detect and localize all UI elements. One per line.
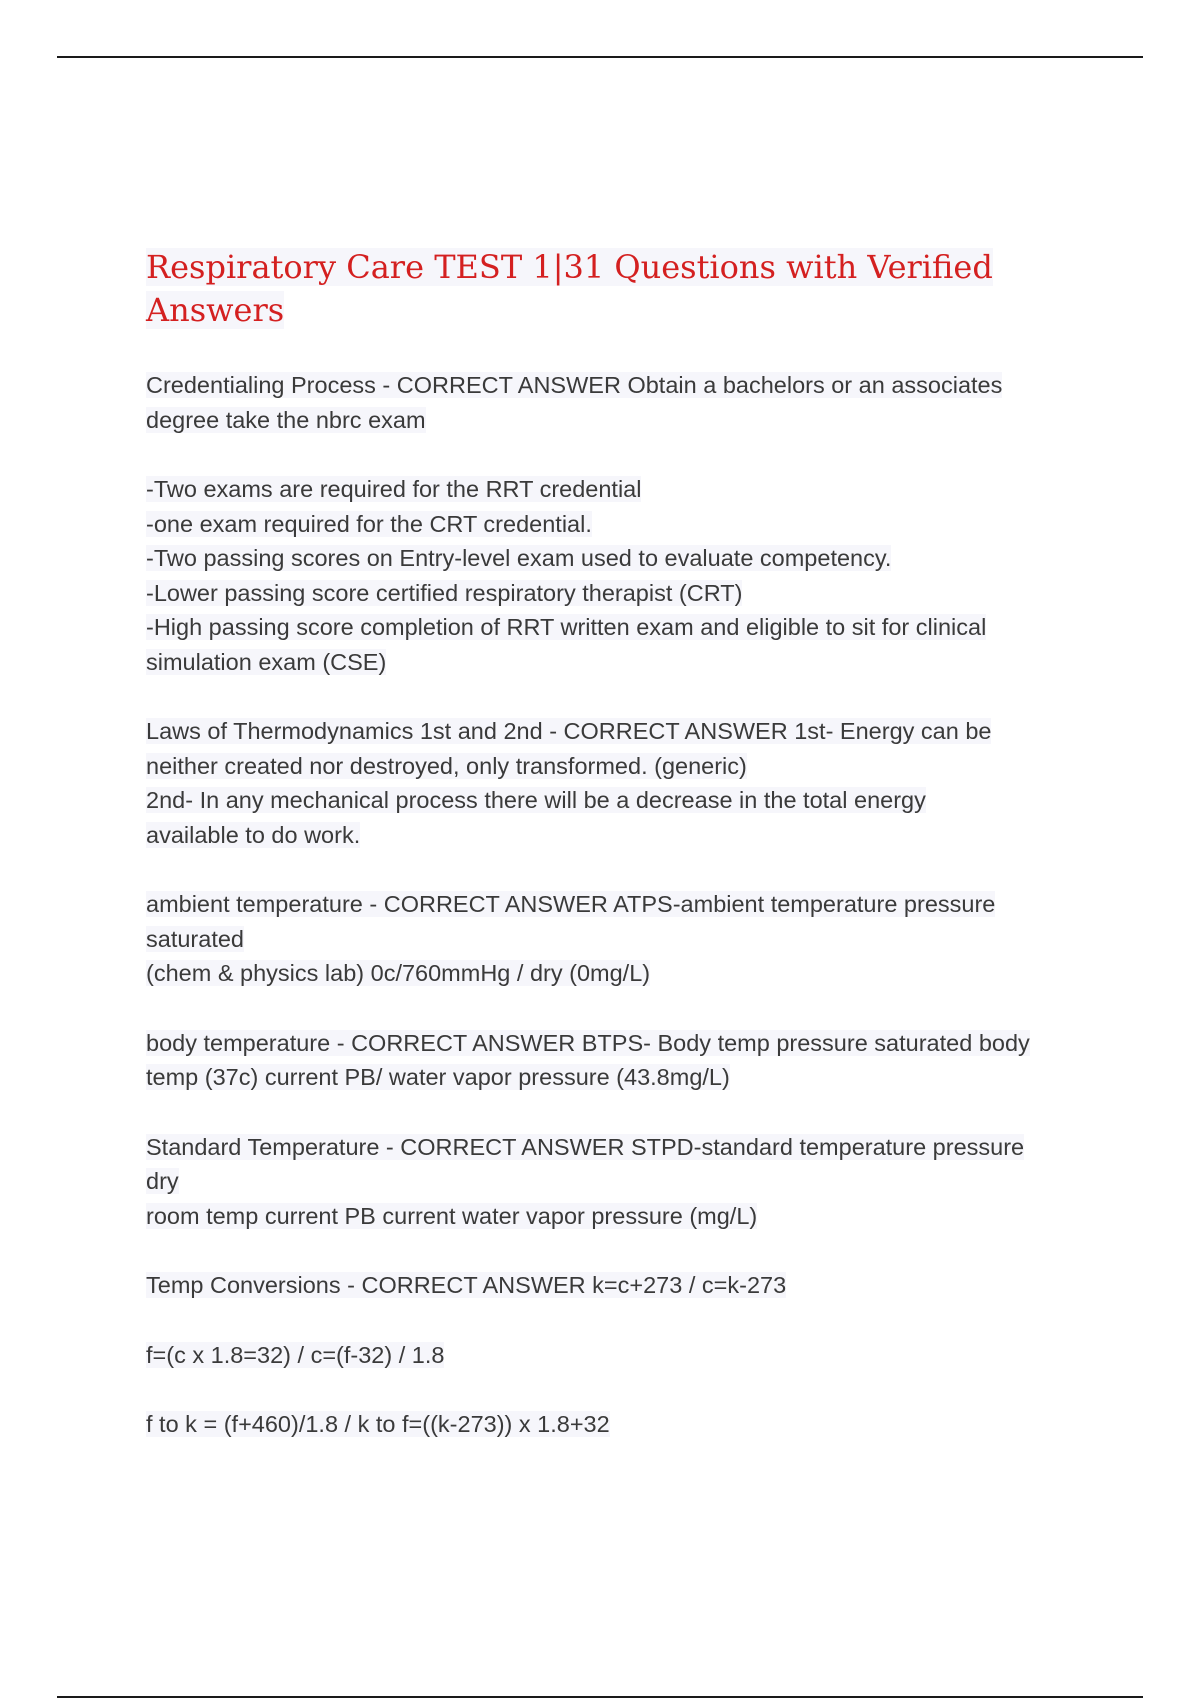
title-line: Answers — [146, 291, 285, 329]
text-line: -Two passing scores on Entry-level exam used to evaluate competency. — [146, 545, 892, 571]
document-title — [146, 246, 1086, 332]
credential-notes — [146, 472, 1086, 679]
text-line: -one exam required for the CRT credential. — [146, 510, 592, 537]
qa-body-temperature — [146, 1026, 1086, 1095]
text-line: Laws of Thermodynamics 1st and 2nd - CORRECT ANSWER 1st- Energy can be — [146, 718, 992, 744]
text-line: Temp Conversions - CORRECT ANSWER k=c+273 / c=k-273 — [146, 1272, 787, 1298]
text-line: -Lower passing score certified respiratory therapist (CRT) — [146, 579, 743, 606]
text-line: degree take the nbrc exam — [146, 406, 426, 433]
text-line: -High passing score completion of RRT written exam and eligible to sit for clinical — [146, 614, 987, 640]
text-line: Standard Temperature - CORRECT ANSWER STPD-standard temperature pressure — [146, 1133, 1025, 1160]
text-line: body temperature - CORRECT ANSWER BTPS- Body temp pressure saturated body — [146, 1029, 1030, 1056]
text-line: simulation exam (CSE) — [146, 648, 387, 675]
text-line: available to do work. — [146, 821, 361, 848]
text-line: f to k = (f+460)/1.8 / k to f=((k-273)) x 1.8+32 — [146, 1411, 610, 1437]
text-line: (chem & physics lab) 0c/760mmHg / dry (0mg/L) — [146, 960, 651, 986]
qa-laws-of-thermodynamics — [146, 714, 1086, 852]
footer-rule — [57, 1696, 1143, 1698]
text-line: f=(c x 1.8=32) / c=(f-32) / 1.8 — [146, 1341, 445, 1368]
text-line: dry — [146, 1168, 179, 1194]
qa-standard-temperature — [146, 1130, 1086, 1234]
text-line: saturated — [146, 925, 244, 952]
text-line: room temp current PB current water vapor pressure (mg/L) — [146, 1202, 758, 1229]
header-rule — [57, 56, 1143, 58]
qa-temp-conversions — [146, 1268, 1086, 1303]
text-line: Credentialing Process - CORRECT ANSWER Obtain a bachelors or an associates — [146, 372, 1003, 398]
text-line: temp (37c) current PB/ water vapor pressure (43.8mg/L) — [146, 1064, 730, 1090]
document-body — [146, 246, 1086, 1477]
text-line: -Two exams are required for the RRT credential — [146, 476, 642, 502]
formula-celsius-fahrenheit — [146, 1338, 1086, 1373]
text-line: neither created nor destroyed, only transformed. (generic) — [146, 752, 747, 779]
text-line: ambient temperature - CORRECT ANSWER ATPS-ambient temperature pressure — [146, 891, 996, 917]
title-line: Respiratory Care TEST 1|31 Questions with Verified — [146, 248, 993, 286]
text-line: 2nd- In any mechanical process there will be a decrease in the total energy — [146, 787, 926, 813]
qa-credentialing-process — [146, 368, 1086, 437]
qa-ambient-temperature — [146, 887, 1086, 991]
formula-fahrenheit-kelvin — [146, 1407, 1086, 1442]
